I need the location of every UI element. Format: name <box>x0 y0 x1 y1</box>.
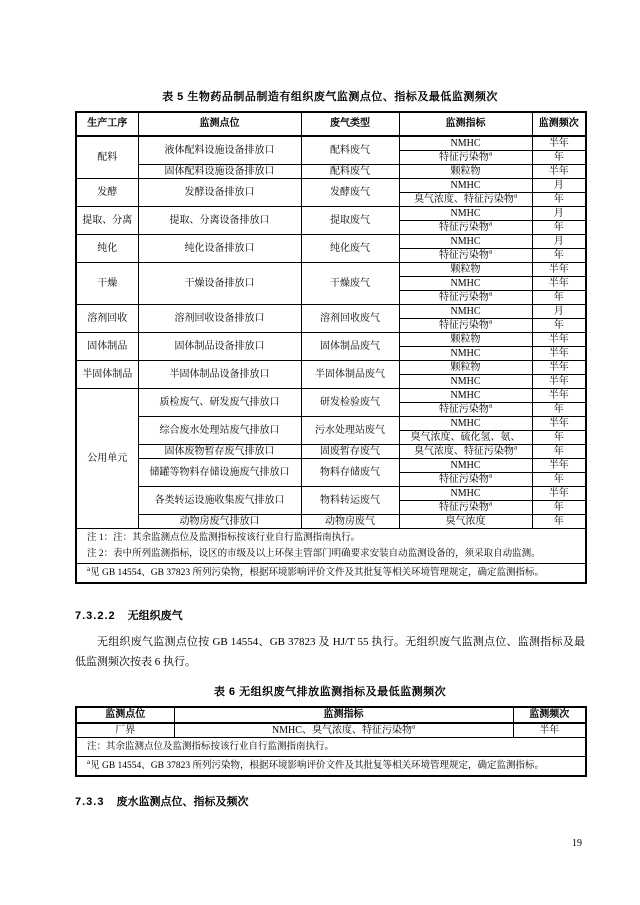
cell-text: 溶剂回收设备排放口 <box>174 312 265 324</box>
column-header: 废气类型 <box>301 112 399 136</box>
cell-text: 半年 <box>548 389 569 401</box>
table-cell <box>76 305 138 333</box>
table-row <box>76 165 586 179</box>
table-cell <box>532 501 586 515</box>
cell-text: 公用单元 <box>87 452 128 464</box>
cell-text: 年 <box>553 501 564 513</box>
note-line: 注：其余监测点位及监测指标按该行业自行监测指南执行。 <box>87 742 335 752</box>
table-row <box>76 487 586 501</box>
table-cell <box>138 263 301 305</box>
cell-text: NMHC <box>450 277 481 289</box>
table6-title: 表 6 无组织废气排放监测指标及最低监测频次 <box>213 686 447 698</box>
cell-text: 纯化设备排放口 <box>184 242 255 254</box>
table-cell <box>399 291 532 305</box>
table-note-row <box>76 757 586 777</box>
footnote-marker: a <box>488 472 493 480</box>
table-cell <box>301 235 399 263</box>
cell-text: 配料废气 <box>330 144 370 156</box>
table-row <box>76 723 586 738</box>
table-row <box>76 445 586 459</box>
table-cell <box>76 333 138 361</box>
cell-text: 固体配料设施设备排放口 <box>164 165 275 177</box>
table-row <box>76 207 586 221</box>
table-cell <box>76 136 138 179</box>
table6-container <box>75 706 585 777</box>
cell-text: 臭气浓度、特征污染物 <box>413 193 514 205</box>
cell-text: NMHC <box>450 305 481 317</box>
cell-text: NMHC <box>450 389 481 401</box>
table-note-row <box>76 564 586 584</box>
table6-head <box>76 707 586 723</box>
table-cell <box>513 723 586 738</box>
cell-text: 特征污染物 <box>438 319 489 331</box>
section-7322-heading <box>75 607 585 623</box>
section-733-heading <box>75 793 585 809</box>
footnote-marker: a <box>488 290 493 298</box>
cell-text: 年 <box>553 151 564 163</box>
table-cell <box>532 207 586 221</box>
cell-text: 颗粒物 <box>450 361 481 373</box>
column-header: 监测指标 <box>174 707 513 723</box>
cell-text: 固废暂存废气 <box>320 445 380 457</box>
table-cell <box>138 235 301 263</box>
table-cell <box>532 291 586 305</box>
table-row <box>76 136 586 151</box>
cell-text: 月 <box>553 305 564 317</box>
table-cell <box>138 179 301 207</box>
section-number: 7.3.2.2 <box>75 610 116 622</box>
cell-text: 年 <box>553 473 564 485</box>
table-cell <box>399 515 532 529</box>
table-cell <box>301 515 399 529</box>
table-cell <box>301 459 399 487</box>
cell-text: 颗粒物 <box>450 263 481 275</box>
note-line: 见 GB 14554、GB 37823 所列污染物，根据环境影响评价文件及其批复等相关环境管理规定，确定监测指标。 <box>90 761 545 771</box>
table-cell <box>532 193 586 207</box>
table-cell <box>76 179 138 207</box>
table-cell <box>399 487 532 501</box>
table-cell <box>532 333 586 347</box>
table-cell <box>399 249 532 263</box>
footnote-marker: a <box>87 757 91 766</box>
cell-text: 月 <box>553 235 564 247</box>
cell-text: 半年 <box>548 333 569 345</box>
cell-text: 特征污染物 <box>438 221 489 233</box>
cell-text: 半年 <box>548 165 569 177</box>
cell-text: 动物房废气排放口 <box>179 515 260 527</box>
table6 <box>75 706 587 777</box>
table5-body <box>76 136 586 583</box>
table-cell <box>399 403 532 417</box>
table-cell <box>399 361 532 375</box>
table-cell <box>399 207 532 221</box>
table-cell <box>301 165 399 179</box>
table-cell <box>301 305 399 333</box>
footnote-marker: a <box>488 150 493 158</box>
table-cell <box>76 723 174 738</box>
cell-text: NMHC <box>450 487 481 499</box>
table-cell <box>138 417 301 445</box>
cell-text: 年 <box>553 319 564 331</box>
table-cell <box>138 136 301 165</box>
table-row <box>76 417 586 431</box>
column-header: 监测点位 <box>138 112 301 136</box>
table-cell <box>138 487 301 515</box>
header-row <box>76 707 586 723</box>
cell-text: 污水处理站废气 <box>315 424 385 436</box>
table-cell <box>138 207 301 235</box>
table-note <box>76 738 586 757</box>
cell-text: NMHC <box>450 235 481 247</box>
cell-text: 配料废气 <box>330 165 370 177</box>
table-cell <box>532 179 586 193</box>
table-cell <box>532 515 586 529</box>
table-cell <box>138 305 301 333</box>
table-row <box>76 305 586 319</box>
table-note <box>76 529 586 564</box>
table-cell <box>532 151 586 165</box>
table-cell <box>399 417 532 431</box>
table-cell <box>532 487 586 501</box>
table-cell <box>138 459 301 487</box>
cell-text: 各类转运设施收集废气排放口 <box>154 494 285 506</box>
table-cell <box>301 487 399 515</box>
table-cell <box>399 165 532 179</box>
cell-text: 干燥设备排放口 <box>184 277 255 289</box>
cell-text: 年 <box>553 515 564 527</box>
table-cell <box>138 445 301 459</box>
table-cell <box>138 361 301 389</box>
cell-text: 物料转运废气 <box>320 494 380 506</box>
footnote-marker: a <box>87 564 91 573</box>
table-cell <box>301 389 399 417</box>
footnote-marker: a <box>488 500 493 508</box>
table-cell <box>532 431 586 445</box>
cell-text: 发酵废气 <box>330 186 370 198</box>
table-cell <box>399 193 532 207</box>
table-cell <box>532 361 586 375</box>
note-line: 注 1：注：其余监测点位及监测指标按该行业自行监测指南执行。 <box>87 533 361 543</box>
cell-text: 固体制品设备排放口 <box>174 340 265 352</box>
cell-text: 厂界 <box>115 724 136 736</box>
cell-text: 半固体制品设备排放口 <box>169 368 270 380</box>
cell-text: NMHC <box>450 459 481 471</box>
cell-text: 半固体制品 <box>82 368 133 380</box>
cell-text: 半年 <box>548 277 569 289</box>
table-cell <box>399 431 532 445</box>
cell-text: NMHC、臭气浓度、特征污染物 <box>271 724 412 736</box>
cell-text: 提取废气 <box>330 214 370 226</box>
table-cell <box>301 263 399 305</box>
cell-text: 年 <box>553 193 564 205</box>
table-cell <box>399 235 532 249</box>
cell-text: 臭气浓度、硫化氢、氨、 <box>410 431 521 443</box>
section-7322-paragraph: 无组织废气监测点位按 GB 14554、GB 37823 及 HJ/T 55 执行。无组织废气监测点位、监测指标及最低监测频次按表 6 执行。 <box>75 636 585 668</box>
cell-text: 半年 <box>548 361 569 373</box>
table-cell <box>532 319 586 333</box>
cell-text: 半年 <box>548 459 569 471</box>
table-cell <box>399 277 532 291</box>
cell-text: 年 <box>553 431 564 443</box>
table-cell <box>532 473 586 487</box>
table-cell <box>399 375 532 389</box>
footnote-marker: a <box>488 220 493 228</box>
table-cell <box>532 235 586 249</box>
table-cell <box>399 151 532 165</box>
cell-text: 干燥 <box>97 277 118 289</box>
table-cell <box>399 333 532 347</box>
cell-text: 固体制品废气 <box>320 340 380 352</box>
cell-text: 特征污染物 <box>438 501 489 513</box>
cell-text: 质检废气、研发废气排放口 <box>159 396 280 408</box>
table-cell <box>399 319 532 333</box>
table-cell <box>399 263 532 277</box>
table-cell <box>532 277 586 291</box>
footnote-marker: a <box>488 402 493 410</box>
cell-text: 特征污染物 <box>438 291 489 303</box>
column-header: 监测点位 <box>76 707 174 723</box>
section-title: 废水监测点位、指标及频次 <box>116 796 249 808</box>
table-row <box>76 515 586 529</box>
table-cell <box>532 445 586 459</box>
table-row <box>76 179 586 193</box>
table-cell <box>301 136 399 165</box>
cell-text: 储罐等物料存储设施废气排放口 <box>149 466 290 478</box>
table-cell <box>76 263 138 305</box>
cell-text: 固体制品 <box>87 340 128 352</box>
table-cell <box>138 165 301 179</box>
cell-text: 溶剂回收 <box>87 312 128 324</box>
cell-text: 年 <box>553 291 564 303</box>
cell-text: 纯化废气 <box>330 242 370 254</box>
cell-text: 月 <box>553 207 564 219</box>
cell-text: 半固体制品废气 <box>315 368 385 380</box>
column-header: 生产工序 <box>76 112 138 136</box>
table-cell <box>301 361 399 389</box>
table-cell <box>301 417 399 445</box>
cell-text: 特征污染物 <box>438 249 489 261</box>
table-cell <box>76 389 138 529</box>
table-row <box>76 333 586 347</box>
table-row <box>76 389 586 403</box>
cell-text: 特征污染物 <box>438 473 489 485</box>
table-note <box>76 564 586 584</box>
cell-text: 半年 <box>548 347 569 359</box>
table-cell <box>399 389 532 403</box>
cell-text: 半年 <box>548 375 569 387</box>
table-cell <box>399 179 532 193</box>
table5 <box>75 111 587 584</box>
table-cell <box>76 207 138 235</box>
footnote-marker: a <box>513 192 518 200</box>
table-cell <box>532 403 586 417</box>
table-note <box>76 757 586 777</box>
cell-text: NMHC <box>450 207 481 219</box>
cell-text: 颗粒物 <box>450 333 481 345</box>
table-cell <box>532 165 586 179</box>
table-cell <box>532 417 586 431</box>
table-row <box>76 459 586 473</box>
note-line: 注 2：表中所列监测指标，设区的市级及以上环保主管部门明确要求安装自动监测设备的，须采取自动监测。 <box>87 549 541 559</box>
column-header: 监测频次 <box>513 707 586 723</box>
table-cell <box>399 445 532 459</box>
footnote-marker: a <box>488 248 493 256</box>
table-cell <box>532 389 586 403</box>
cell-text: 半年 <box>548 137 569 149</box>
table-note-row <box>76 529 586 564</box>
table-cell <box>532 249 586 263</box>
footnote-marker: a <box>513 444 518 452</box>
cell-text: 物料存储废气 <box>320 466 380 478</box>
table-cell <box>76 235 138 263</box>
cell-text: 动物房废气 <box>325 515 375 527</box>
cell-text: 提取、分离设备排放口 <box>169 214 270 226</box>
table-cell <box>532 136 586 151</box>
cell-text: NMHC <box>450 347 481 359</box>
table5-container <box>75 111 585 584</box>
table-cell <box>399 305 532 319</box>
table-cell <box>174 723 513 738</box>
cell-text: 干燥废气 <box>330 277 370 289</box>
table-row <box>76 361 586 375</box>
cell-text: 颗粒物 <box>450 165 481 177</box>
table5-title: 表 5 生物药品制品制造有组织废气监测点位、指标及最低监测频次 <box>162 91 498 103</box>
footnote-marker: a <box>411 723 416 731</box>
cell-text: 提取、分离 <box>82 214 133 226</box>
cell-text: 年 <box>553 221 564 233</box>
column-header: 监测频次 <box>532 112 586 136</box>
table-cell <box>532 375 586 389</box>
table-row <box>76 263 586 277</box>
cell-text: 年 <box>553 445 564 457</box>
cell-text: 配料 <box>97 151 118 163</box>
cell-text: 年 <box>553 403 564 415</box>
table-cell <box>399 136 532 151</box>
cell-text: 特征污染物 <box>438 151 489 163</box>
page-number: 19 <box>572 838 582 849</box>
cell-text: 溶剂回收废气 <box>320 312 380 324</box>
cell-text: 半年 <box>539 724 560 736</box>
cell-text: 年 <box>553 249 564 261</box>
cell-text: NMHC <box>450 137 481 149</box>
cell-text: 综合废水处理站废气排放口 <box>159 424 280 436</box>
table-cell <box>301 333 399 361</box>
note-line: 见 GB 14554、GB 37823 所列污染物，根据环境影响评价文件及其批复等相关环境管理规定，确定监测指标。 <box>90 568 545 578</box>
table6-body <box>76 723 586 776</box>
column-header: 监测指标 <box>399 112 532 136</box>
section-title: 无组织废气 <box>127 610 183 622</box>
cell-text: 半年 <box>548 487 569 499</box>
table-cell <box>301 179 399 207</box>
table-cell <box>399 221 532 235</box>
cell-text: 发酵 <box>97 186 118 198</box>
cell-text: 臭气浓度、特征污染物 <box>413 445 514 457</box>
table-note-row <box>76 738 586 757</box>
cell-text: NMHC <box>450 417 481 429</box>
cell-text: NMHC <box>450 179 481 191</box>
cell-text: 月 <box>553 179 564 191</box>
table-cell <box>399 459 532 473</box>
table-cell <box>76 361 138 389</box>
table-cell <box>138 333 301 361</box>
table-cell <box>532 305 586 319</box>
table-cell <box>399 501 532 515</box>
table5-head <box>76 112 586 136</box>
cell-text: 固体废物暂存废气排放口 <box>164 445 275 457</box>
section-number: 7.3.3 <box>75 796 105 808</box>
cell-text: 半年 <box>548 417 569 429</box>
table-cell <box>532 347 586 361</box>
table-cell <box>138 515 301 529</box>
header-row <box>76 112 586 136</box>
footnote-marker: a <box>488 318 493 326</box>
cell-text: 臭气浓度 <box>445 515 486 527</box>
cell-text: 特征污染物 <box>438 403 489 415</box>
table-row <box>76 235 586 249</box>
cell-text: 纯化 <box>97 242 118 254</box>
table-cell <box>532 263 586 277</box>
cell-text: 液体配料设施设备排放口 <box>164 144 275 156</box>
cell-text: 研发检验废气 <box>320 396 380 408</box>
table-cell <box>532 221 586 235</box>
cell-text: 发酵设备排放口 <box>184 186 255 198</box>
table-cell <box>399 347 532 361</box>
cell-text: NMHC <box>450 375 481 387</box>
table-cell <box>138 389 301 417</box>
table-cell <box>399 473 532 487</box>
table-cell <box>301 445 399 459</box>
table-cell <box>301 207 399 235</box>
cell-text: 半年 <box>548 263 569 275</box>
table-cell <box>532 459 586 473</box>
